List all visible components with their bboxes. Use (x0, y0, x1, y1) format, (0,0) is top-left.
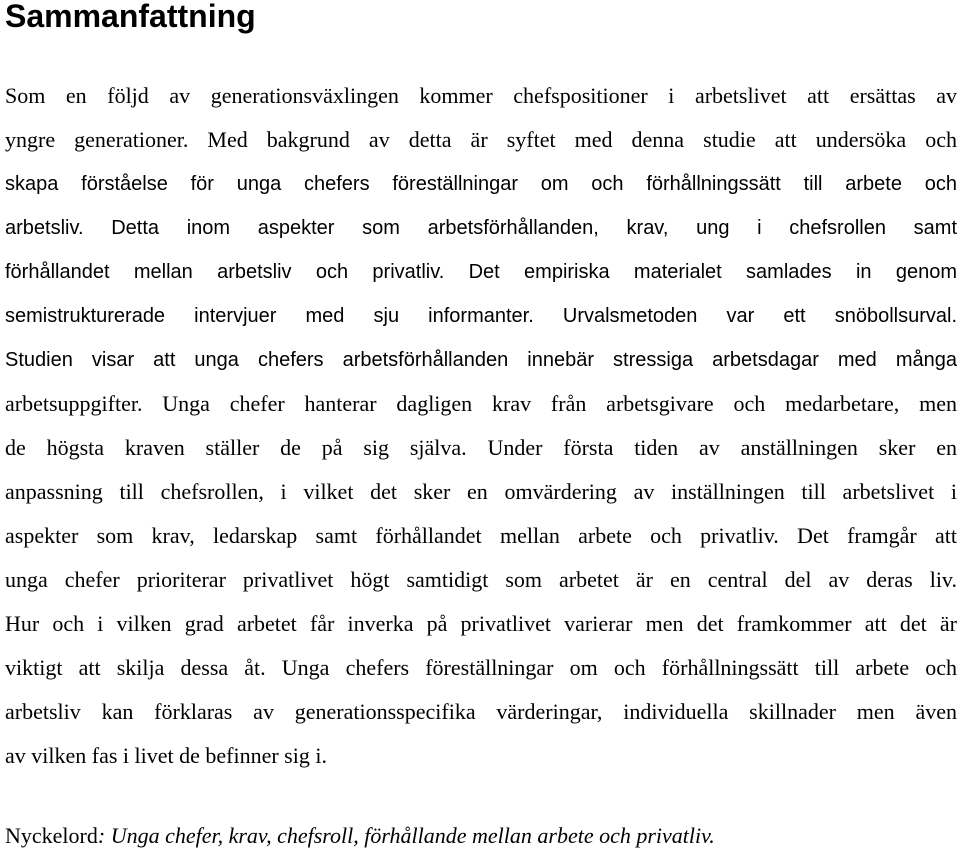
abstract-line: aspekter som krav, ledarskap samt förhållandet mellan arbete och privatliv. Det framgår att (5, 523, 957, 548)
abstract-line: viktigt att skilja dessa åt. Unga chefers föreställningar om och förhållningssätt till arbete och (5, 655, 957, 680)
abstract-line: yngre generationer. Med bakgrund av detta är syftet med denna studie att undersöka och (5, 127, 957, 152)
abstract-line: arbetsliv. Detta inom aspekter som arbetsförhållanden, krav, ung i chefsrollen samt (5, 217, 957, 239)
keywords-separator: : (97, 823, 111, 848)
abstract-line: unga chefer prioriterar privatlivet högt samtidigt som arbetet är en central del av deras liv. (5, 567, 957, 592)
abstract-line: semistrukturerade intervjuer med sju informanter. Urvalsmetoden var ett snöbollsurval. (5, 305, 957, 327)
abstract-line: Hur och i vilken grad arbetet får inverka på privatlivet varierar men det framkommer att det är (5, 611, 957, 636)
abstract-line: förhållandet mellan arbetsliv och privatliv. Det empiriska materialet samlades in genom (5, 261, 957, 283)
abstract-line: Som en följd av generationsväxlingen kommer chefspositioner i arbetslivet att ersättas av (5, 83, 957, 108)
abstract-line: arbetsuppgifter. Unga chefer hanterar dagligen krav från arbetsgivare och medarbetare, men (5, 391, 957, 416)
abstract-line: arbetsliv kan förklaras av generationsspecifika värderingar, individuella skillnader men även (5, 699, 957, 724)
abstract-line: skapa förståelse för unga chefers föreställningar om och förhållningssätt till arbete och (5, 173, 957, 195)
abstract-paragraph (5, 74, 957, 778)
keywords-line (5, 816, 715, 856)
abstract-line: av vilken fas i livet de befinner sig i. (5, 743, 327, 768)
abstract-line: de högsta kraven ställer de på sig själva. Under första tiden av anställningen sker en (5, 435, 957, 460)
page-title: Sammanfattning (5, 0, 256, 34)
keywords-terms: Unga chefer, krav, chefsroll, förhållande mellan arbete och privatliv. (110, 823, 715, 848)
abstract-line: Studien visar att unga chefers arbetsförhållanden innebär stressiga arbetsdagar med många (5, 349, 957, 371)
keywords-label: Nyckelord (5, 823, 98, 848)
abstract-line: anpassning till chefsrollen, i vilket det sker en omvärdering av inställningen till arbetslivet i (5, 479, 957, 504)
